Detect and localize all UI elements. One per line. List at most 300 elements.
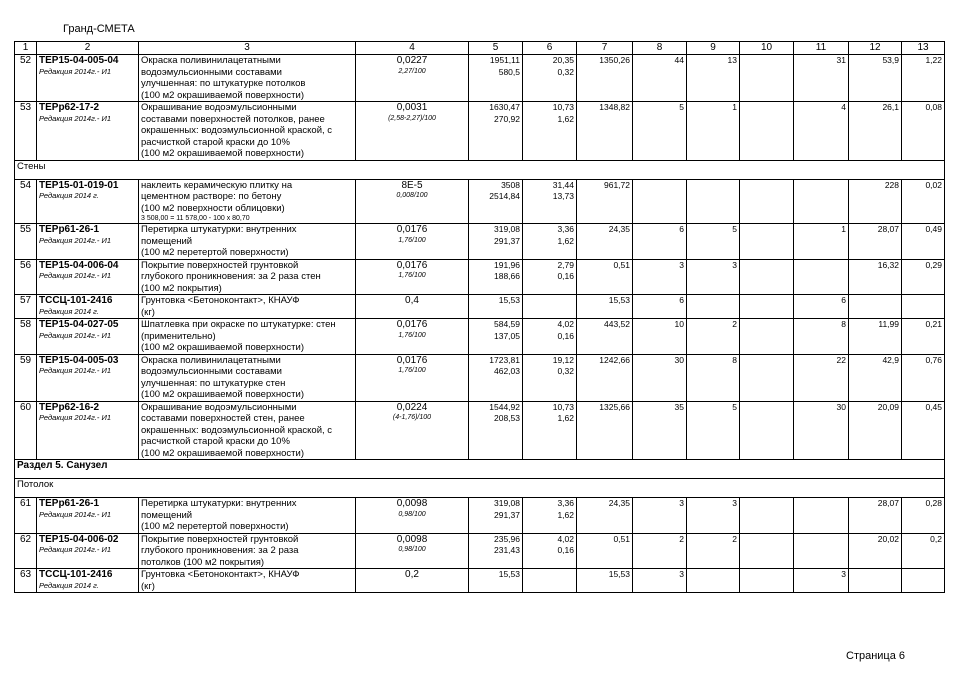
work-name-line: глубокого проникновения: за 2 раза xyxy=(141,545,299,556)
value-cell-c8: 30 xyxy=(633,354,687,401)
quantity: 0,0224 xyxy=(396,401,428,413)
machine-cost-value: 0,16 xyxy=(557,330,574,341)
value-cell-c9 xyxy=(687,179,740,224)
machine-cost-value: 2,79 xyxy=(557,259,574,270)
quantity: 0,0176 xyxy=(396,259,428,271)
row-number: 63 xyxy=(15,569,37,593)
unit-cost-cell xyxy=(469,319,523,355)
value-cell-c10 xyxy=(740,55,794,102)
work-name-line: (100 м2 перетертой поверхности) xyxy=(141,247,289,258)
edition-note: Редакция 2014 г. xyxy=(39,191,99,200)
quantity: 8Е-5 xyxy=(401,179,423,191)
work-name-cell xyxy=(139,533,356,569)
work-name-line: расчисткой старой краски до 10% xyxy=(141,436,290,447)
work-name-line: наклеить керамическую плитку на xyxy=(141,179,293,191)
value-cell-c8: 5 xyxy=(633,102,687,161)
work-name-line: улучшенная: по штукатурке стен xyxy=(141,377,286,389)
value-cell-c13 xyxy=(902,569,945,593)
work-name-line: Окрашивание водоэмульсионными xyxy=(141,401,297,413)
unit-cost-value: 291,37 xyxy=(494,509,520,520)
column-header: 12 xyxy=(849,42,902,55)
unit-cost-cell xyxy=(469,295,523,319)
rate-code: ТССЦ-101-2416 xyxy=(39,295,113,306)
value-cell-c9: 3 xyxy=(687,259,740,295)
work-name-line: Перетирка штукатурки: внутренних xyxy=(141,498,297,509)
value-cell-c11 xyxy=(794,259,849,295)
row-number: 56 xyxy=(15,259,37,295)
work-name-line: глубокого проникновения: за 2 раза стен xyxy=(141,271,321,282)
rate-code: ТЕРр62-16-2 xyxy=(39,401,100,413)
work-name-cell xyxy=(139,401,356,460)
value-cell-c8: 35 xyxy=(633,401,687,460)
column-header: 10 xyxy=(740,42,794,55)
section-label: Раздел 5. Санузел xyxy=(15,460,945,479)
quantity: 0,0098 xyxy=(396,498,428,509)
machine-cost-cell xyxy=(523,498,577,534)
row-number: 53 xyxy=(15,102,37,161)
row-number: 57 xyxy=(15,295,37,319)
value-cell-c7: 1348,82 xyxy=(577,102,633,161)
rate-code-cell xyxy=(37,401,139,460)
work-name-line: (100 м2 окрашиваемой поверхности) xyxy=(141,148,304,159)
rate-code-cell xyxy=(37,498,139,534)
value-cell-c13: 0,45 xyxy=(902,401,945,460)
work-name-line: (100 м2 перетертой поверхности) xyxy=(141,521,289,532)
row-number: 60 xyxy=(15,401,37,460)
unit-cost-cell xyxy=(469,533,523,569)
machine-cost-value: 0,32 xyxy=(557,366,574,376)
value-cell-c13: 0,02 xyxy=(902,179,945,224)
value-cell-c10 xyxy=(740,354,794,401)
value-cell-c12: 26,1 xyxy=(849,102,902,161)
table-row xyxy=(15,354,945,401)
machine-cost-value: 0,32 xyxy=(557,66,574,77)
work-name-cell xyxy=(139,55,356,102)
row-number: 52 xyxy=(15,55,37,102)
value-cell-c10 xyxy=(740,401,794,460)
estimate-table xyxy=(14,41,945,593)
value-cell-c8 xyxy=(633,179,687,224)
value-cell-c13 xyxy=(902,295,945,319)
value-cell-c12: 42,9 xyxy=(849,354,902,401)
quantity-formula: 1,76/100 xyxy=(398,331,426,339)
rate-code-cell xyxy=(37,533,139,569)
table-row xyxy=(15,569,945,593)
rate-code: ТЕРр61-26-1 xyxy=(39,498,100,509)
quantity-cell xyxy=(356,354,469,401)
section-label: Потолок xyxy=(15,479,945,498)
value-cell-c7: 443,52 xyxy=(577,319,633,355)
rate-code: ТЕР15-01-019-01 xyxy=(39,179,119,191)
rate-code-cell xyxy=(37,102,139,161)
value-cell-c11 xyxy=(794,498,849,534)
column-header: 5 xyxy=(469,42,523,55)
value-cell-c8: 6 xyxy=(633,224,687,260)
value-cell-c9: 3 xyxy=(687,498,740,534)
work-name-cell xyxy=(139,179,356,224)
work-name-line: (кг) xyxy=(141,306,155,318)
rate-code-cell xyxy=(37,295,139,319)
quantity: 0,0176 xyxy=(396,319,428,330)
value-cell-c11: 31 xyxy=(794,55,849,102)
row-number: 58 xyxy=(15,319,37,355)
quantity-formula: 0,98/100 xyxy=(398,546,426,553)
unit-cost-value: 1630,47 xyxy=(489,102,520,112)
quantity-cell xyxy=(356,224,469,260)
value-cell-c9 xyxy=(687,569,740,593)
machine-cost-cell xyxy=(523,55,577,102)
value-cell-c8: 3 xyxy=(633,259,687,295)
value-cell-c11 xyxy=(794,179,849,224)
machine-cost-value: 1,62 xyxy=(557,509,574,520)
rate-code: ТЕР15-04-006-04 xyxy=(39,259,119,271)
quantity: 0,2 xyxy=(405,569,419,580)
machine-cost-value: 3,36 xyxy=(557,498,574,508)
value-cell-c10 xyxy=(740,179,794,224)
row-number: 62 xyxy=(15,533,37,569)
unit-cost-value: 1951,11 xyxy=(489,55,520,65)
work-name-line: Шпатлевка при окраске по штукатурке: стен xyxy=(141,319,336,330)
rate-code: ТССЦ-101-2416 xyxy=(39,569,113,580)
value-cell-c7: 0,51 xyxy=(577,259,633,295)
work-name-line: водоэмульсионными составами xyxy=(141,66,282,78)
machine-cost-value: 0,16 xyxy=(557,271,574,281)
value-cell-c13: 0,29 xyxy=(902,259,945,295)
quantity-formula: 0,008/100 xyxy=(396,192,428,199)
work-name-line: Покрытие поверхностей грунтовкой xyxy=(141,259,299,271)
unit-cost-value: 15,53 xyxy=(498,295,520,305)
unit-cost-value: 319,08 xyxy=(494,224,520,234)
unit-cost-value: 2514,84 xyxy=(489,191,520,201)
edition-note: Редакция 2014 г. xyxy=(39,580,99,590)
rate-code-cell xyxy=(37,55,139,102)
value-cell-c10 xyxy=(740,533,794,569)
value-cell-c8: 3 xyxy=(633,569,687,593)
quantity-formula: 1,76/100 xyxy=(398,272,426,279)
value-cell-c8: 10 xyxy=(633,319,687,355)
section-label: Стены xyxy=(15,160,945,179)
value-cell-c12: 20,02 xyxy=(849,533,902,569)
rate-code-cell xyxy=(37,224,139,260)
machine-cost-cell xyxy=(523,295,577,319)
quantity-cell xyxy=(356,569,469,593)
quantity: 0,0176 xyxy=(396,354,428,366)
column-header: 3 xyxy=(139,42,356,55)
table-row xyxy=(15,102,945,161)
value-cell-c13: 0,21 xyxy=(902,319,945,355)
work-name-line: улучшенная: по штукатурке потолков xyxy=(141,78,306,89)
value-cell-c10 xyxy=(740,224,794,260)
machine-cost-cell xyxy=(523,319,577,355)
machine-cost-cell xyxy=(523,259,577,295)
value-cell-c10 xyxy=(740,259,794,295)
edition-note: Редакция 2014г.- И1 xyxy=(39,545,111,554)
work-name-line: (применительно) xyxy=(141,330,216,342)
unit-cost-value: 231,43 xyxy=(494,545,520,555)
quantity-cell xyxy=(356,533,469,569)
machine-cost-value: 1,62 xyxy=(557,113,574,124)
value-cell-c13: 0,76 xyxy=(902,354,945,401)
quantity-cell xyxy=(356,295,469,319)
machine-cost-cell xyxy=(523,224,577,260)
work-name-line: (100 м2 покрытия) xyxy=(141,282,222,294)
work-name-line: (100 м2 окрашиваемой поверхности) xyxy=(141,389,304,400)
quantity-formula: (4-1,76)/100 xyxy=(392,414,432,421)
value-cell-c9 xyxy=(687,295,740,319)
column-header: 4 xyxy=(356,42,469,55)
work-name-line: Грунтовка <Бетоноконтакт>, КНАУФ xyxy=(141,295,300,306)
value-cell-c7: 24,35 xyxy=(577,224,633,260)
column-header: 7 xyxy=(577,42,633,55)
table-row xyxy=(15,55,945,102)
column-header: 2 xyxy=(37,42,139,55)
value-cell-c9: 5 xyxy=(687,224,740,260)
value-cell-c7: 24,35 xyxy=(577,498,633,534)
unit-cost-cell xyxy=(469,224,523,260)
machine-cost-value: 0,16 xyxy=(557,545,574,555)
column-header: 9 xyxy=(687,42,740,55)
column-header-row xyxy=(15,42,945,55)
table-row xyxy=(15,319,945,355)
value-cell-c7: 0,51 xyxy=(577,533,633,569)
value-cell-c13: 0,2 xyxy=(902,533,945,569)
work-name-line: водоэмульсионными составами xyxy=(141,366,282,377)
column-header: 1 xyxy=(15,42,37,55)
work-name-line: Покрытие поверхностей грунтовкой xyxy=(141,533,299,545)
unit-cost-cell xyxy=(469,55,523,102)
rate-code: ТЕРр62-17-2 xyxy=(39,102,100,113)
value-cell-c7: 1350,26 xyxy=(577,55,633,102)
work-name-line: помещений xyxy=(141,235,193,247)
value-cell-c13: 0,49 xyxy=(902,224,945,260)
work-name-line: (100 м2 окрашиваемой поверхности) xyxy=(141,89,304,101)
machine-cost-cell xyxy=(523,354,577,401)
table-row xyxy=(15,401,945,460)
value-cell-c12: 16,32 xyxy=(849,259,902,295)
value-cell-c9: 13 xyxy=(687,55,740,102)
unit-cost-value: 584,59 xyxy=(494,319,520,329)
work-name-line: Перетирка штукатурки: внутренних xyxy=(141,224,297,235)
work-name-line: (100 м2 окрашиваемой поверхности) xyxy=(141,447,304,459)
edition-note: Редакция 2014г.- И1 xyxy=(39,271,111,280)
unit-cost-cell xyxy=(469,179,523,224)
edition-note: Редакция 2014г.- И1 xyxy=(39,366,111,375)
machine-cost-value: 20,35 xyxy=(552,55,574,65)
value-cell-c12: 11,99 xyxy=(849,319,902,355)
edition-note: Редакция 2014г.- И1 xyxy=(39,330,111,340)
quantity-cell xyxy=(356,259,469,295)
value-cell-c8: 3 xyxy=(633,498,687,534)
row-number: 59 xyxy=(15,354,37,401)
quantity: 0,0227 xyxy=(396,55,428,66)
rate-code: ТЕРр61-26-1 xyxy=(39,224,100,235)
machine-cost-value: 1,62 xyxy=(557,235,574,246)
value-cell-c7: 1325,66 xyxy=(577,401,633,460)
work-name-cell xyxy=(139,319,356,355)
value-cell-c11: 4 xyxy=(794,102,849,161)
quantity-formula: 2,27/100 xyxy=(398,67,426,75)
section-row xyxy=(15,479,945,498)
row-number: 55 xyxy=(15,224,37,260)
value-cell-c9: 1 xyxy=(687,102,740,161)
value-cell-c8: 2 xyxy=(633,533,687,569)
quantity: 0,0031 xyxy=(396,102,428,113)
rate-code: ТЕР15-04-006-02 xyxy=(39,533,119,545)
quantity-formula: 1,76/100 xyxy=(398,236,426,244)
machine-cost-value: 10,73 xyxy=(552,401,574,412)
edition-note: Редакция 2014г.- И1 xyxy=(39,509,111,519)
unit-cost-value: 580,5 xyxy=(498,66,520,77)
value-cell-c11 xyxy=(794,533,849,569)
quantity-cell xyxy=(356,55,469,102)
work-name-line: окрашенных: водоэмульсионной краской, с xyxy=(141,125,333,136)
machine-cost-value: 10,73 xyxy=(552,102,574,112)
value-cell-c9: 5 xyxy=(687,401,740,460)
rate-code-cell xyxy=(37,259,139,295)
value-cell-c10 xyxy=(740,295,794,319)
quantity-cell xyxy=(356,179,469,224)
quantity-cell xyxy=(356,401,469,460)
work-name-line: (100 м2 окрашиваемой поверхности) xyxy=(141,342,304,353)
quantity-formula: 1,76/100 xyxy=(398,367,426,374)
value-cell-c13: 0,08 xyxy=(902,102,945,161)
column-header: 8 xyxy=(633,42,687,55)
value-cell-c11: 3 xyxy=(794,569,849,593)
machine-cost-value: 4,02 xyxy=(557,533,574,544)
rate-code: ТЕР15-04-027-05 xyxy=(39,319,119,330)
rate-code: ТЕР15-04-005-04 xyxy=(39,55,119,66)
unit-cost-value: 270,92 xyxy=(494,113,520,124)
work-name-line: расчисткой старой краски до 10% xyxy=(141,136,290,148)
work-name-line: окрашенных: водоэмульсионной краской, с xyxy=(141,424,333,436)
unit-cost-value: 208,53 xyxy=(494,413,520,423)
machine-cost-value: 4,02 xyxy=(557,319,574,329)
edition-note: Редакция 2014 г. xyxy=(39,306,99,316)
edition-note: Редакция 2014г.- И1 xyxy=(39,413,111,422)
quantity: 0,4 xyxy=(405,295,419,306)
value-cell-c12: 53,9 xyxy=(849,55,902,102)
unit-cost-cell xyxy=(469,569,523,593)
value-cell-c9: 2 xyxy=(687,319,740,355)
row-number: 61 xyxy=(15,498,37,534)
value-cell-c11: 1 xyxy=(794,224,849,260)
machine-cost-value: 13,73 xyxy=(552,191,574,201)
value-cell-c10 xyxy=(740,569,794,593)
work-name-line: Окраска поливинилацетатными xyxy=(141,354,281,366)
value-cell-c12: 20,09 xyxy=(849,401,902,460)
value-cell-c9: 2 xyxy=(687,533,740,569)
value-cell-c9: 8 xyxy=(687,354,740,401)
quantity-formula: 0,98/100 xyxy=(398,510,426,518)
table-row xyxy=(15,533,945,569)
table-row xyxy=(15,295,945,319)
work-name-cell xyxy=(139,259,356,295)
unit-cost-cell xyxy=(469,354,523,401)
value-cell-c11: 22 xyxy=(794,354,849,401)
machine-cost-value: 19,12 xyxy=(552,354,574,365)
value-cell-c10 xyxy=(740,498,794,534)
work-name-line: (кг) xyxy=(141,580,155,592)
rate-code-cell xyxy=(37,319,139,355)
rate-code-cell xyxy=(37,354,139,401)
quantity: 0,0176 xyxy=(396,224,428,235)
edition-note: Редакция 2014г.- И1 xyxy=(39,113,111,123)
work-name-cell xyxy=(139,295,356,319)
unit-cost-value: 1544,92 xyxy=(489,401,520,412)
value-cell-c12 xyxy=(849,569,902,593)
unit-cost-value: 1723,81 xyxy=(489,354,520,365)
machine-cost-value: 3,36 xyxy=(557,224,574,234)
unit-cost-value: 235,96 xyxy=(494,533,520,544)
table-row xyxy=(15,259,945,295)
quantity-cell xyxy=(356,102,469,161)
machine-cost-cell xyxy=(523,102,577,161)
machine-cost-cell xyxy=(523,533,577,569)
value-cell-c7: 961,72 xyxy=(577,179,633,224)
machine-cost-value: 31,44 xyxy=(552,179,574,190)
machine-cost-cell xyxy=(523,179,577,224)
value-cell-c12: 28,07 xyxy=(849,224,902,260)
unit-cost-value: 137,05 xyxy=(494,330,520,341)
value-cell-c13: 0,28 xyxy=(902,498,945,534)
page-number: Страница 6 xyxy=(846,650,906,662)
work-name-cell xyxy=(139,224,356,260)
value-cell-c12: 228 xyxy=(849,179,902,224)
column-header: 13 xyxy=(902,42,945,55)
value-cell-c11: 30 xyxy=(794,401,849,460)
value-cell-c7: 1242,66 xyxy=(577,354,633,401)
unit-cost-cell xyxy=(469,102,523,161)
unit-cost-value: 462,03 xyxy=(494,366,520,376)
rate-code-cell xyxy=(37,569,139,593)
unit-cost-value: 15,53 xyxy=(498,569,520,579)
value-cell-c11: 6 xyxy=(794,295,849,319)
quantity-cell xyxy=(356,319,469,355)
work-name-line: Окраска поливинилацетатными xyxy=(141,55,281,66)
value-cell-c7: 15,53 xyxy=(577,295,633,319)
quantity-cell xyxy=(356,498,469,534)
unit-cost-cell xyxy=(469,498,523,534)
work-name-cell xyxy=(139,354,356,401)
unit-cost-value: 319,08 xyxy=(494,498,520,508)
document-title: Гранд-СМЕТА xyxy=(63,23,135,35)
column-header: 11 xyxy=(794,42,849,55)
value-cell-c7: 15,53 xyxy=(577,569,633,593)
value-cell-c10 xyxy=(740,319,794,355)
table-row xyxy=(15,224,945,260)
value-cell-c12: 28,07 xyxy=(849,498,902,534)
value-cell-c12 xyxy=(849,295,902,319)
rate-code: ТЕР15-04-005-03 xyxy=(39,354,119,366)
section-row xyxy=(15,460,945,479)
work-name-line: цементном растворе: по бетону xyxy=(141,191,282,202)
value-cell-c10 xyxy=(740,102,794,161)
work-name-cell xyxy=(139,498,356,534)
machine-cost-cell xyxy=(523,569,577,593)
machine-cost-value: 1,62 xyxy=(557,413,574,423)
section-row xyxy=(15,160,945,179)
table-row xyxy=(15,498,945,534)
work-name-line: Окрашивание водоэмульсионными xyxy=(141,102,297,113)
quantity: 0,0098 xyxy=(396,533,428,545)
unit-cost-cell xyxy=(469,401,523,460)
value-cell-c13: 1,22 xyxy=(902,55,945,102)
work-name-line: Грунтовка <Бетоноконтакт>, КНАУФ xyxy=(141,569,300,580)
work-name-line: составами поверхностей стен, ранее xyxy=(141,413,305,424)
value-cell-c8: 6 xyxy=(633,295,687,319)
work-name-line: помещений xyxy=(141,509,193,521)
row-number: 54 xyxy=(15,179,37,224)
